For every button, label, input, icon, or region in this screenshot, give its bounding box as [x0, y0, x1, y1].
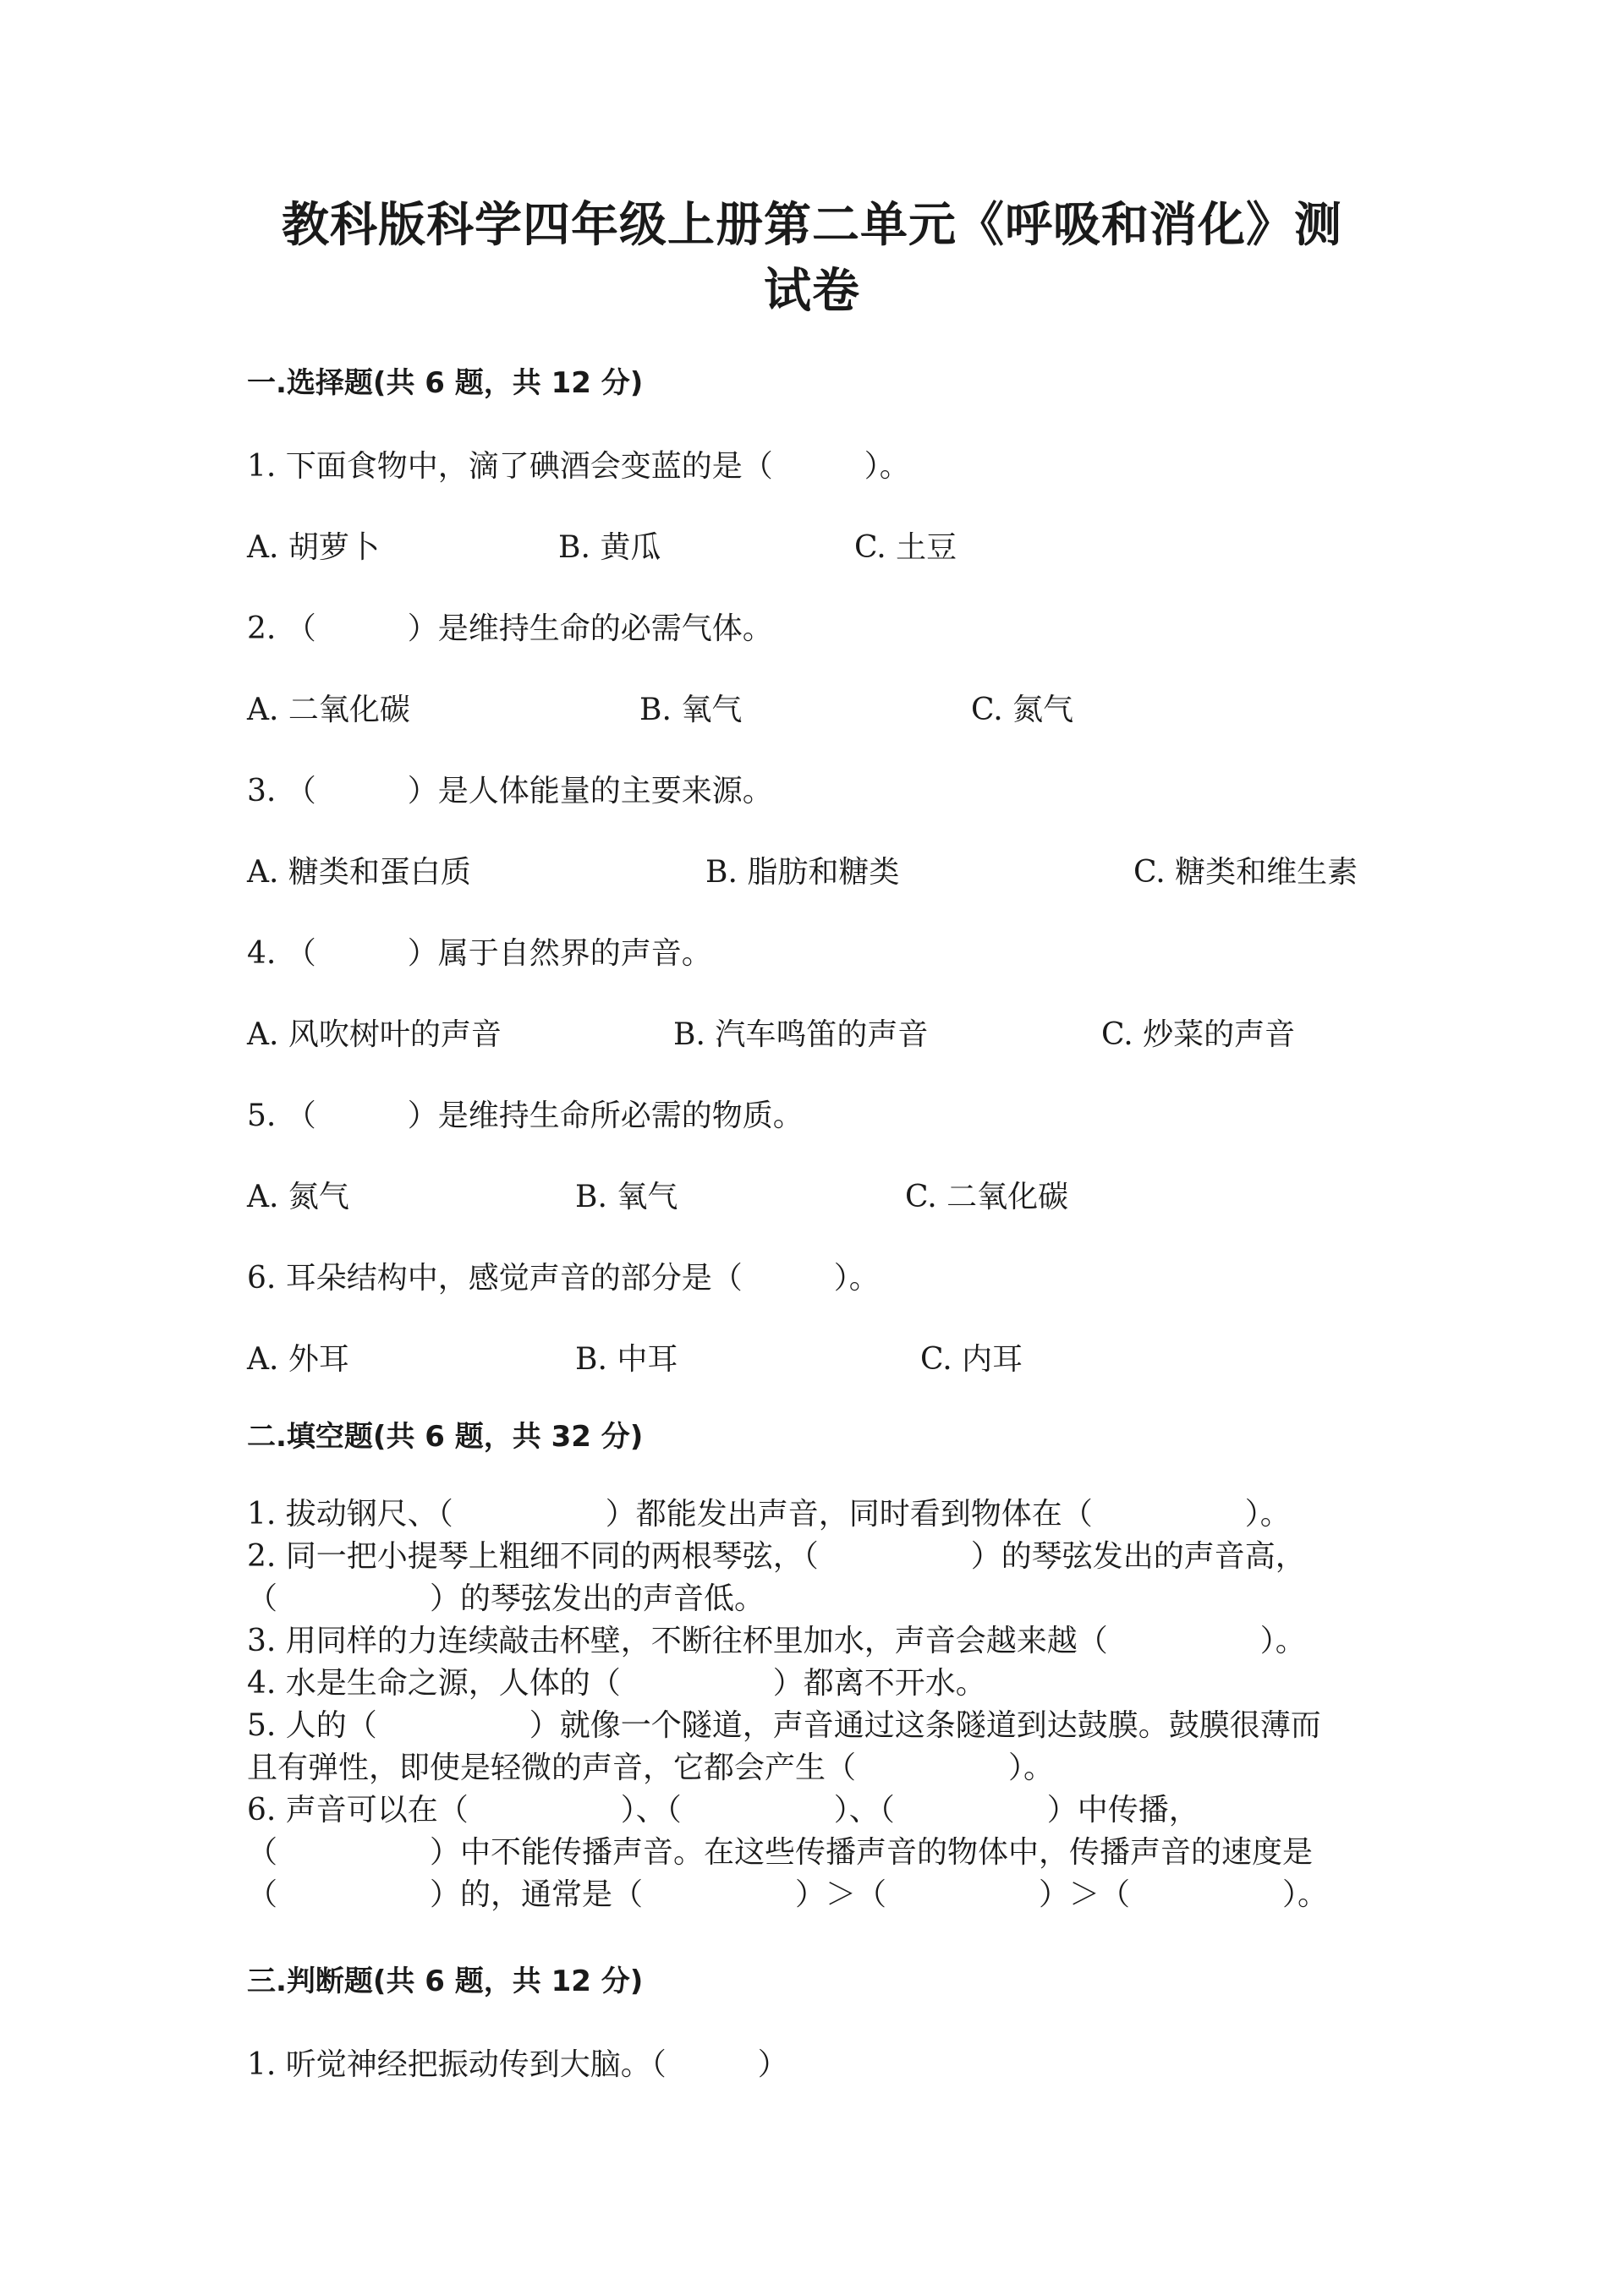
fill-line: 6. 声音可以在（ ）、（ ）、（ ）中传播， — [247, 1793, 1199, 1827]
choice-question-5: 5. （ ）是维持生命所必需的物质。 — [247, 1099, 804, 1133]
choice-question-2: 2. （ ）是维持生命的必需气体。 — [247, 611, 773, 646]
fill-line: 3. 用同样的力连续敲击杯壁，不断往杯里加水，声音会越来越（ ）。 — [247, 1624, 1306, 1658]
option-c: C. 炒菜的声音 — [1101, 1017, 1296, 1052]
fill-line: （ ）的琴弦发出的声音低。 — [247, 1581, 765, 1616]
choice-options-2 — [247, 690, 1414, 731]
option-c: C. 二氧化碳 — [905, 1180, 1069, 1214]
judge-question-1: 1. 听觉神经把振动传到大脑。（ ） — [247, 2047, 788, 2082]
page-title — [245, 193, 1379, 325]
choice-question-1: 1. 下面食物中，滴了碘酒会变蓝的是（ ）。 — [247, 449, 910, 484]
fill-line: 5. 人的（ ）就像一个隧道，声音通过这条隧道到达鼓膜。鼓膜很薄而 — [247, 1708, 1321, 1743]
option-a: A. 胡萝卜 — [247, 530, 380, 565]
option-c: C. 内耳 — [920, 1342, 1023, 1377]
section-heading-choice: 一.选择题(共 6 题，共 12 分) — [247, 366, 644, 400]
option-c: C. 糖类和维生素 — [1133, 855, 1358, 890]
title-line-2: 试卷 — [764, 264, 860, 319]
choice-options-3 — [247, 852, 1414, 893]
option-a: A. 二氧化碳 — [247, 693, 410, 727]
fill-line: 且有弹性，即使是轻微的声音，它都会产生（ ）。 — [247, 1751, 1055, 1785]
option-b: B. 氧气 — [639, 693, 743, 727]
option-c: C. 氮气 — [971, 693, 1074, 727]
option-b: B. 中耳 — [575, 1342, 678, 1377]
choice-options-5 — [247, 1177, 1414, 1218]
option-b: B. 黄瓜 — [558, 530, 661, 565]
fill-line: （ ）的，通常是（ ）＞（ ）＞（ ）。 — [247, 1877, 1329, 1912]
choice-question-3: 3. （ ）是人体能量的主要来源。 — [247, 774, 773, 808]
choice-options-1 — [247, 528, 1414, 568]
choice-options-6 — [247, 1340, 1414, 1380]
option-b: B. 脂肪和糖类 — [705, 855, 900, 890]
option-a: A. 风吹树叶的声音 — [247, 1017, 502, 1052]
choice-question-4: 4. （ ）属于自然界的声音。 — [247, 936, 712, 971]
fill-questions — [247, 1493, 1414, 1916]
title-line-1: 教科版科学四年级上册第二单元《呼吸和消化》测 — [282, 198, 1342, 253]
choice-options-4 — [247, 1015, 1414, 1055]
section-heading-fill: 二.填空题(共 6 题，共 32 分) — [247, 1420, 644, 1454]
option-a: A. 氮气 — [247, 1180, 349, 1214]
option-a: A. 糖类和蛋白质 — [247, 855, 471, 890]
option-c: C. 土豆 — [854, 530, 957, 565]
fill-line: 4. 水是生命之源，人体的（ ）都离不开水。 — [247, 1666, 986, 1701]
option-b: B. 氧气 — [575, 1180, 678, 1214]
fill-line: 1. 拔动钢尺、（ ）都能发出声音，同时看到物体在（ ）。 — [247, 1497, 1291, 1532]
choice-question-6: 6. 耳朵结构中，感觉声音的部分是（ ）。 — [247, 1261, 880, 1296]
fill-line: 2. 同一把小提琴上粗细不同的两根琴弦，（ ）的琴弦发出的声音高， — [247, 1539, 1306, 1574]
option-b: B. 汽车鸣笛的声音 — [673, 1017, 929, 1052]
fill-line: （ ）中不能传播声音。在这些传播声音的物体中，传播声音的速度是 — [247, 1835, 1314, 1870]
option-a: A. 外耳 — [247, 1342, 349, 1377]
section-heading-judge: 三.判断题(共 6 题，共 12 分) — [247, 1964, 644, 1998]
